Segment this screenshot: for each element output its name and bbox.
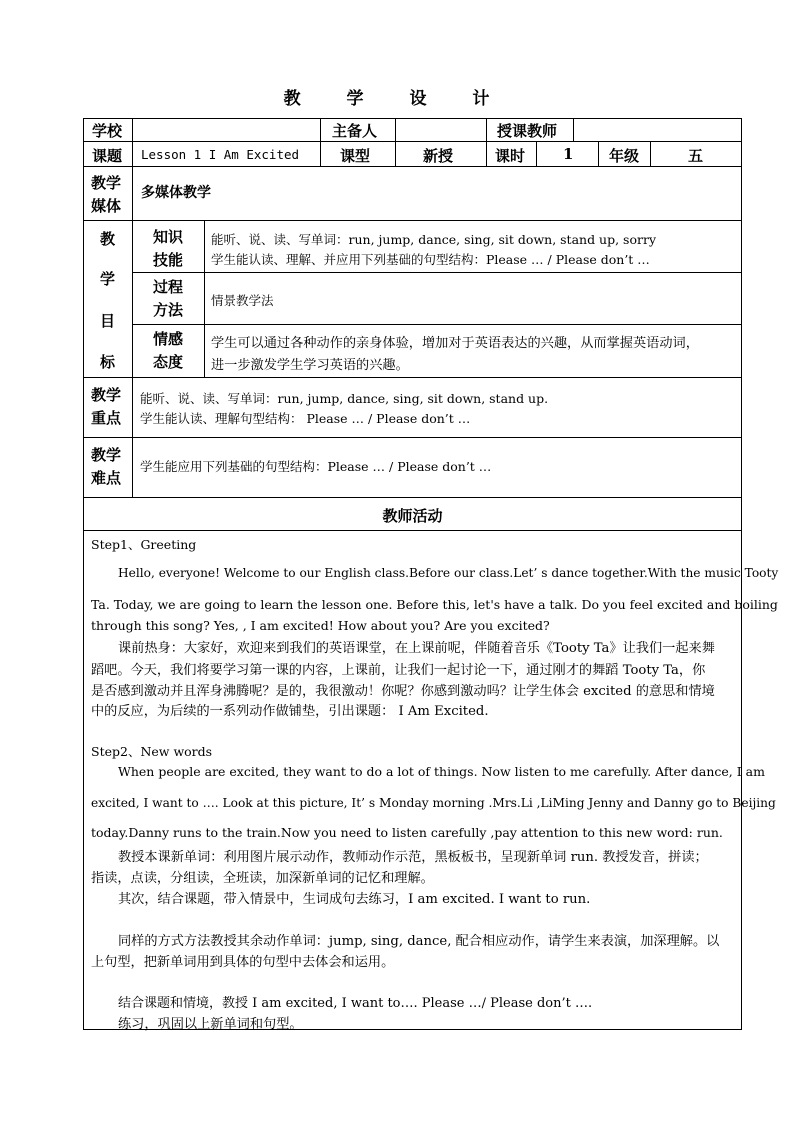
- activity-line: 同样的方式方法教授其余动作单词：jump, sing, dance, 配合相应动作，请学生来表演，加深理解。以: [118, 934, 720, 949]
- row-divider: [83, 437, 742, 438]
- column-divider: [486, 118, 487, 166]
- activity-line: Ta. Today, we are going to learn the lesson one. Before this, let's have a talk. Do you feel excited and boiling: [91, 597, 778, 612]
- activity-line: 指读，点读，分组读，全班读，加深新单词的记忆和理解。: [91, 871, 434, 886]
- difficulties-value: 学生能应用下列基础的句型结构：Please … / Please don’t …: [140, 459, 492, 474]
- school-label: 学校: [92, 122, 123, 140]
- media-value: 多媒体教学: [141, 185, 211, 201]
- activity-line: 是否感到激动并且浑身沸腾呢？是的，我很激动！你呢？你感到激动吗？让学生体会 excited 的意思和情境: [91, 684, 715, 699]
- teacher-activity-header: 教师活动: [382, 507, 443, 525]
- grade-value: 五: [688, 147, 704, 165]
- row-divider: [132, 324, 742, 325]
- key-points-label-line: 教学: [91, 386, 122, 404]
- teacher-label: 授课教师: [497, 122, 558, 140]
- objectives-label-char: 标: [100, 353, 116, 371]
- column-divider: [536, 141, 537, 166]
- difficulties-label: [91, 444, 121, 490]
- difficulties-label-line: 难点: [91, 469, 122, 487]
- activity-line: 中的反应，为后续的一系列动作做铺垫，引出课题： I Am Excited.: [91, 704, 489, 719]
- activity-line: Step2、New words: [91, 744, 213, 759]
- knowledge-label-line: 技能: [153, 251, 184, 269]
- topic-value: Lesson 1 I Am Excited: [141, 147, 300, 162]
- emotion-line: 学生可以通过各种动作的亲身体验，增加对于英语表达的兴趣，从而掌握英语动词，: [211, 336, 699, 351]
- activity-line: 蹈吧。今天，我们将要学习第一课的内容，上课前，让我们一起讨论一下，通过刚才的舞蹈 Tooty Ta，你: [91, 663, 706, 678]
- column-divider: [598, 141, 599, 166]
- grade-label: 年级: [609, 147, 640, 165]
- preparer-label: 主备人: [332, 122, 378, 140]
- topic-label: 课题: [92, 147, 123, 165]
- row-divider: [83, 497, 742, 498]
- process-label: [153, 276, 183, 322]
- process-label-line: 方法: [153, 301, 184, 319]
- key-points-line: 学生能认读、理解句型结构： Please … / Please don’t …: [140, 411, 471, 426]
- emotion-label-line: 态度: [153, 353, 184, 371]
- objectives-label-char: 教: [100, 230, 116, 248]
- media-label-line: 媒体: [91, 197, 122, 215]
- knowledge-label-line: 知识: [153, 228, 184, 246]
- emotion-label-line: 情感: [153, 330, 184, 348]
- knowledge-line: 能听、说、读、写单词：run, jump, dance, sing, sit down, stand up, sorry: [211, 232, 657, 247]
- key-points-line: 能听、说、读、写单词：run, jump, dance, sing, sit down, stand up.: [140, 391, 549, 406]
- emotion-label: [153, 328, 183, 374]
- type-value: 新授: [423, 147, 454, 165]
- column-divider: [320, 118, 321, 166]
- activity-line: 上句型，把新单词用到具体的句型中去体会和运用。: [91, 955, 395, 970]
- row-divider: [83, 530, 742, 531]
- row-divider: [83, 220, 742, 221]
- activity-line: today.Danny runs to the train.Now you need to listen carefully ,pay attention to this new word: run.: [91, 825, 723, 840]
- knowledge-line: 学生能认读、理解、并应用下列基础的句型结构：Please … / Please don’t …: [211, 252, 650, 267]
- activity-line: 教授本课新单词：利用图片展示动作，教师动作示范，黑板板书，呈现新单词 run. 教授发音，拼读；: [118, 850, 708, 865]
- hours-label: 课时: [495, 147, 526, 165]
- difficulties-label-line: 教学: [91, 446, 122, 464]
- key-points-label-line: 重点: [91, 409, 122, 427]
- column-divider: [650, 141, 651, 166]
- row-divider: [83, 166, 742, 167]
- activity-line: through this song? Yes, , I am excited! How about you? Are you excited?: [91, 618, 550, 633]
- column-divider: [204, 220, 205, 377]
- objectives-label-char: 目: [100, 312, 116, 330]
- row-divider: [83, 141, 742, 142]
- objectives-label-char: 学: [100, 270, 116, 288]
- activity-line: 课前热身：大家好，欢迎来到我们的英语课堂，在上课前呢，伴随着音乐《Tooty Ta》让我们一起来舞: [118, 641, 715, 656]
- row-divider: [83, 377, 742, 378]
- activity-line: When people are excited, they want to do a lot of things. Now listen to me carefully. After dance, I am: [118, 764, 765, 779]
- knowledge-label: [153, 226, 183, 272]
- activity-line: 其次，结合课题，带入情景中，生词成句去练习，I am excited. I want to run.: [118, 892, 591, 907]
- key-points-label: [91, 384, 121, 430]
- media-label-line: 教学: [91, 174, 122, 192]
- hours-value: 1: [563, 145, 574, 163]
- page-title: 教 学 设 计: [283, 89, 510, 109]
- activity-line: 练习，巩固以上新单词和句型。: [118, 1017, 303, 1032]
- type-label: 课型: [340, 147, 371, 165]
- activity-line: 结合课题和情境，教授 I am excited, I want to…. Please …/ Please don’t ….: [118, 996, 593, 1011]
- process-label-line: 过程: [153, 278, 184, 296]
- column-divider: [573, 118, 574, 141]
- row-divider: [132, 272, 742, 273]
- process-value: 情景教学法: [211, 293, 274, 308]
- emotion-line: 进一步激发学生学习英语的兴趣。: [211, 358, 409, 373]
- activity-line: Step1、Greeting: [91, 537, 197, 552]
- column-divider: [132, 118, 133, 497]
- column-divider: [395, 118, 396, 166]
- activity-line: excited, I want to …. Look at this picture, It’ s Monday morning .Mrs.Li ,LiMing Jenny and Danny go to Beijing: [91, 796, 776, 810]
- media-label: [91, 172, 121, 218]
- activity-line: Hello, everyone! Welcome to our English class.Before our class.Let’ s dance together.With the music Tooty: [118, 566, 779, 580]
